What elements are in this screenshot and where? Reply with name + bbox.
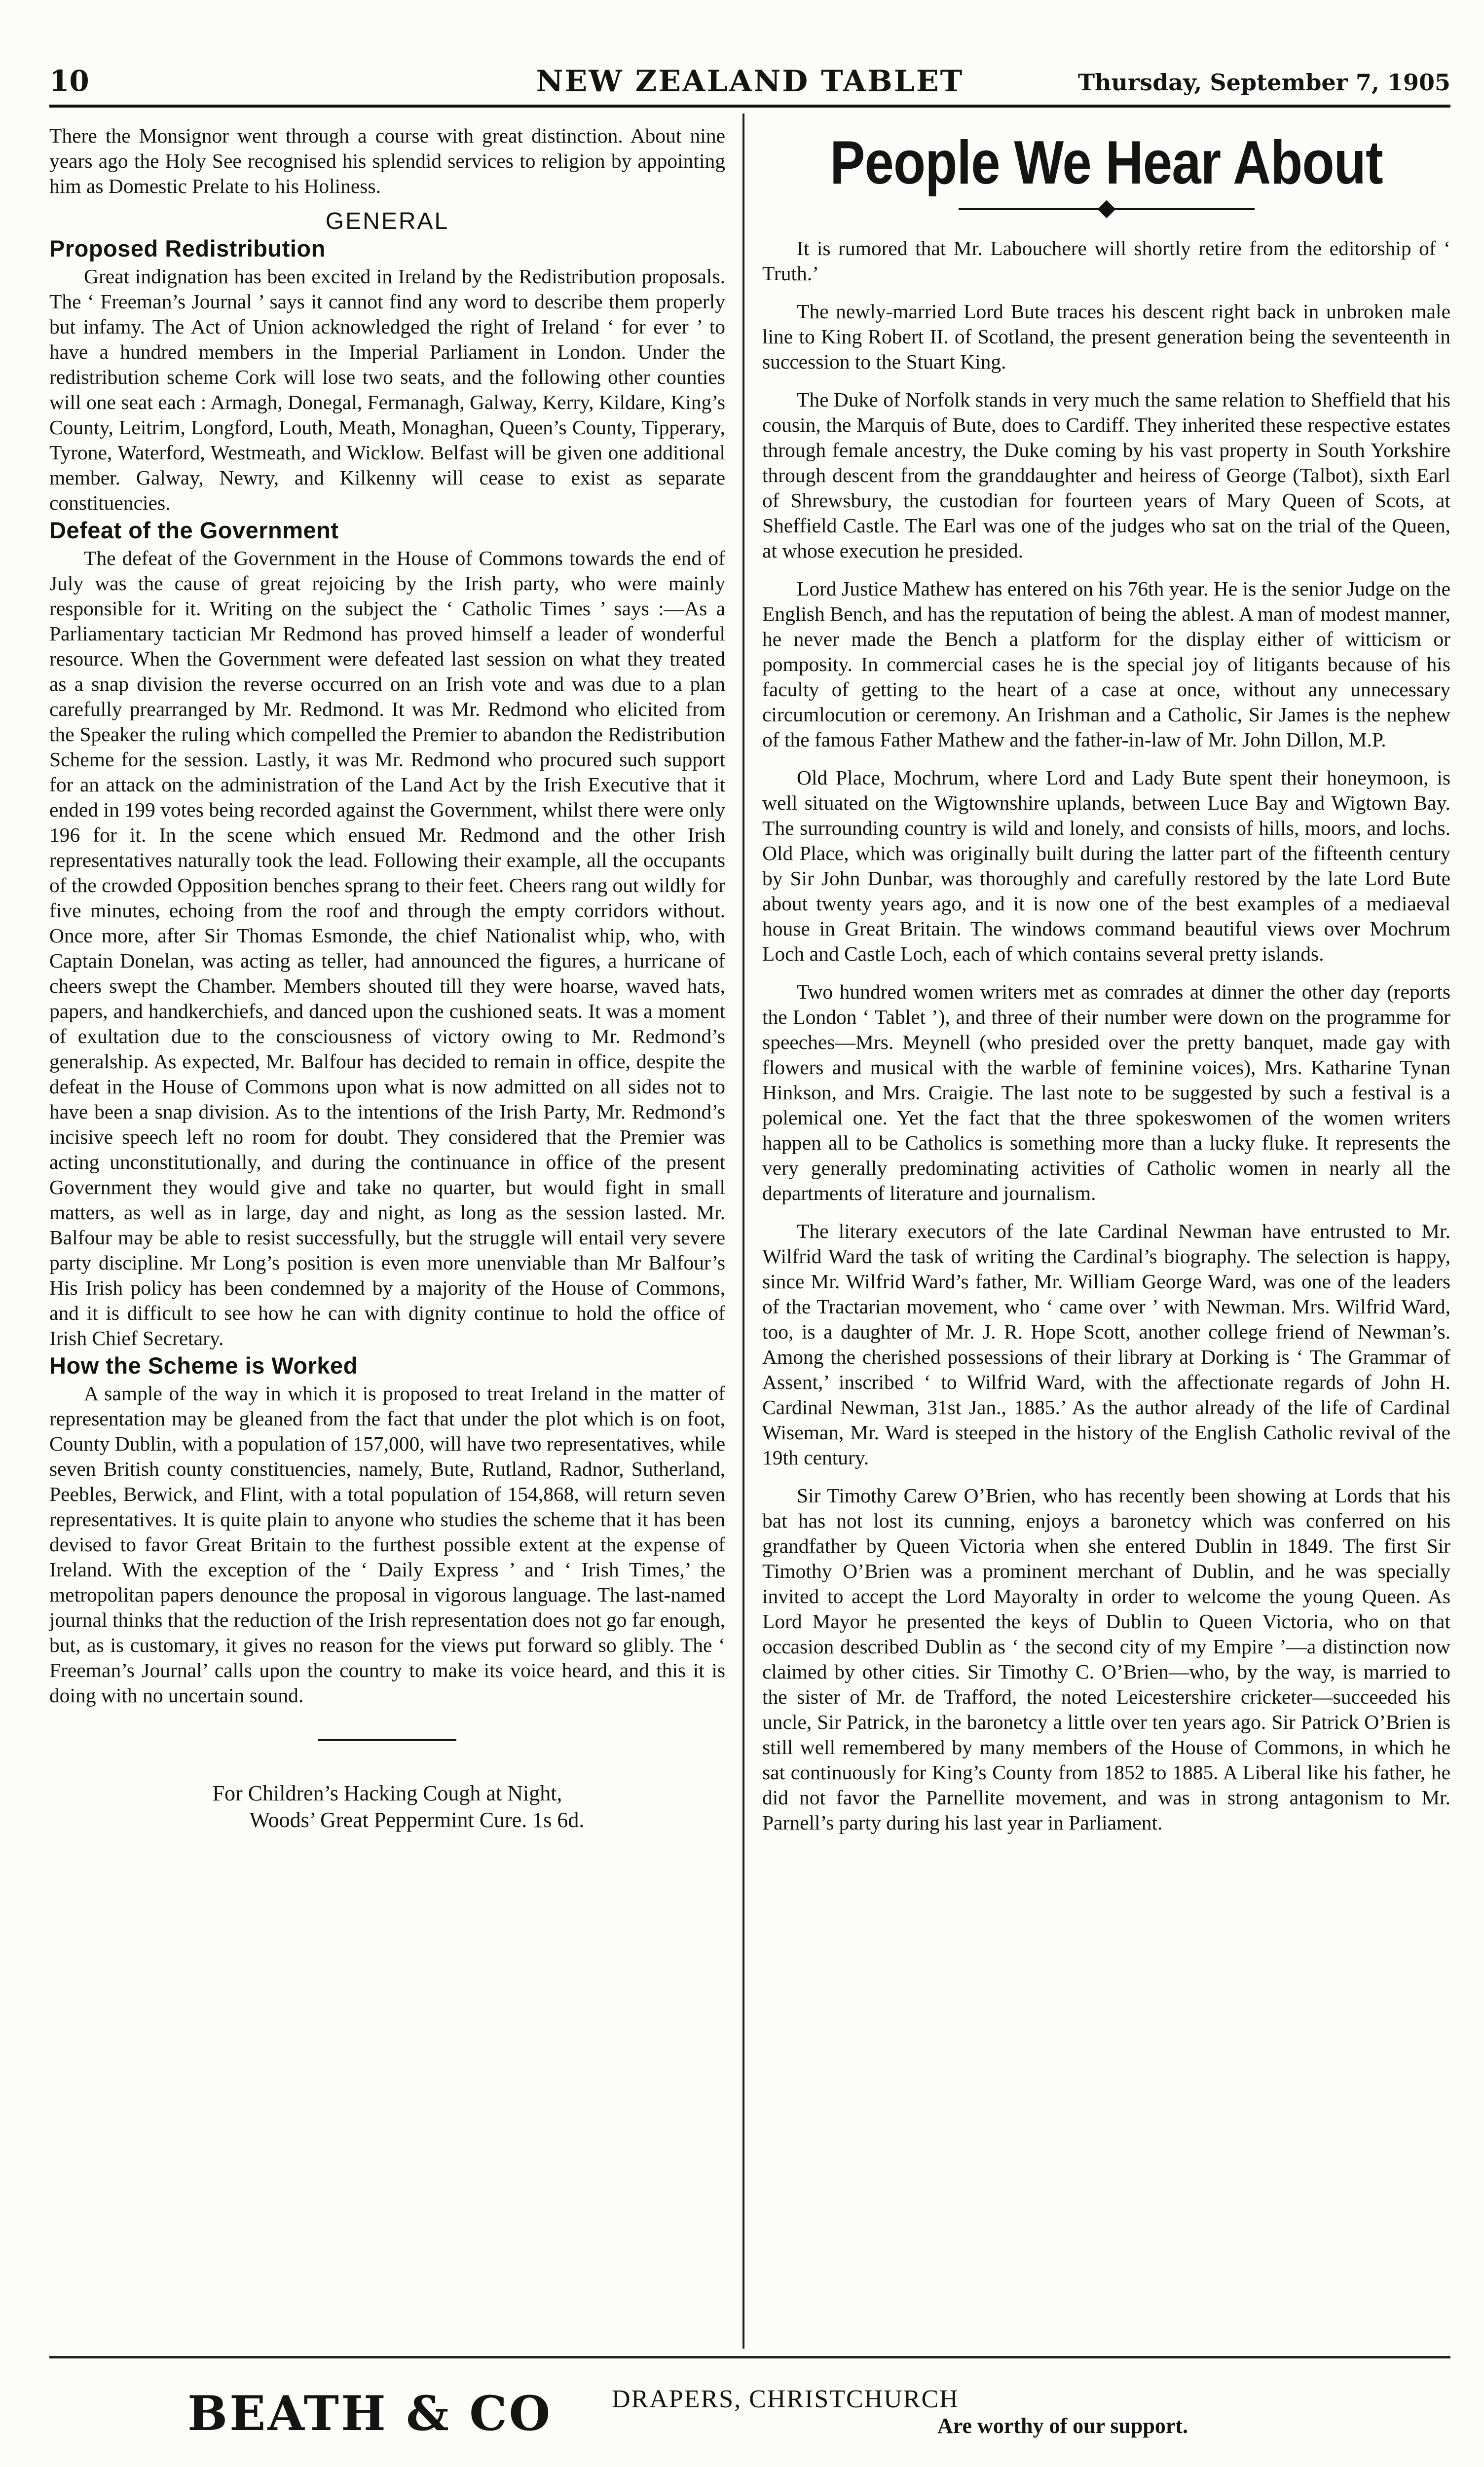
paragraph-redistribution: Great indignation has been excited in Ireland by the Redistribution proposals. The ‘ Freeman’s Journal ’ says it cannot find any word to describe them properly but infamy. The Act of Union acknowledged the right of Ireland ‘ for ever ’ to have a hundred members in the Imperial Parliament in London. Under the redistribution scheme Cork will lose two seats, and the following other counties will one seat each : Armagh, Donegal, Fermanagh, Galway, Kerry, Kildare, King’s County, Leitrim, Longford, Louth, Meath, Monaghan, Queen’s County, Tipperary, Tyrone, Waterford, Westmeath, and Wicklow. Belfast will be given one additional member. Galway, Newry, and Kilkenny will cease to exist as separate constituencies. [49, 265, 725, 514]
item-labouchere: It is rumored that Mr. Labouchere will shortly retire from the editorship of ‘ Truth.’ [762, 237, 1450, 285]
item-lord-bute: The newly-married Lord Bute traces his descent right back in unbroken male line to King Robert II. of Scotland, the present generation being the seventeenth in succession to the Stuart King. [762, 300, 1450, 373]
footer-rule [49, 2356, 1450, 2358]
advertiser-brand: BEATH & CO [187, 2386, 553, 2441]
item-duke-norfolk: The Duke of Norfolk stands in very much the same relation to Sheffield that his cousin, the Marquis of Bute, does to Cardiff. They inherited these respective estates through female ancestry, the Duke coming by his vast property in South Yorkshire through descent from the granddaughter and heiress of George (Talbot), sixth Earl of Shrewsbury, the custodian for fourteen years of Mary Queen of Scots, at Sheffield Castle. The Earl was one of the judges who sat on the trial of the Queen, at whose execution he presided. [762, 388, 1450, 562]
advert-line-1: For Children’s Hacking Cough at Night, [212, 1781, 562, 1805]
subheading-defeat-of-government: Defeat of the Government [49, 517, 339, 543]
diamond-ornament-icon [1097, 200, 1115, 219]
item-lord-justice-mathew: Lord Justice Mathew has entered on his 76th year. He is the senior Judge on the English Bench, and has the reputation of being the ablest. A man of modest manner, he never made the Bench a platform for the display either of witticism or pomposity. In commercial cases he is the special joy of litigants because of his faculty of getting to the heart of a case at once, without any unnecessary circumlocution or ceremony. An Irishman and a Catholic, Sir James is the nephew of the famous Father Mathew and the father-in-law of Mr. John Dillon, M.P. [762, 577, 1450, 751]
subheading-proposed-redistribution: Proposed Redistribution [49, 235, 326, 262]
item-old-place-mochrum: Old Place, Mochrum, where Lord and Lady Bute spent their honeymoon, is well situated on the Wigtownshire uplands, between Luce Bay and Wigtown Bay. The surrounding country is wild and lonely, and consists of hills, moors, and lochs. Old Place, which was originally built during the latter part of the fifteenth century by Sir John Dunbar, was thoroughly and carefully restored by the late Lord Bute about twenty years ago, and it is now one of the best examples of a mediaeval house in Great Britain. The windows command beautiful views over Mochrum Loch and Castle Loch, each of which contains several pretty islands. [762, 766, 1450, 965]
advertiser-tagline: Are worthy of our support. [937, 2414, 1188, 2438]
feature-title: People We Hear About [830, 129, 1383, 197]
paragraph-defeat: The defeat of the Government in the House of Commons towards the end of July was the cause of great rejoicing by the Irish party, who were mainly responsible for it. Writing on the subject the ‘ Catholic Times ’ says :—As a Parliamentary tactician Mr Redmond has proved himself a leader of wonderful resource. When the Government were defeated last session on what they treated as a snap division the reverse occurred on an Irish vote and was due to a plan carefully prearranged by Mr. Redmond. It was Mr. Redmond who elicited from the Speaker the ruling which compelled the Premier to abandon the Redistribution Scheme for the session. Lastly, it was Mr. Redmond who procured such support for an attack on the administration of the Land Act by the Irish Executive that it ended in 199 votes being recorded against the Government, whilst there were only 196 for it. In the scene which ensued Mr. Redmond and the other Irish representatives naturally took the lead. Following their example, all the occupants of the crowded Opposition benches sprang to their feet. Cheers rang out wildly for five minutes, echoing from the roof and through the empty corridors without. Once more, after Sir Thomas Esmonde, the chief Nationalist whip, who, with Captain Donelan, was acting as teller, had announced the figures, a hurricane of cheers swept the Chamber. Members shouted till they were hoarse, waved hats, papers, and handkerchiefs, and danced upon the cushioned seats. It was a moment of exultation due to the consciousness of victory owing to Mr. Redmond’s generalship. As expected, Mr. Balfour has decided to remain in office, despite the defeat in the House of Commons upon what is now admitted on all sides not to have been a snap division. As to the intentions of the Irish Party, Mr. Redmond’s incisive speech left no room for doubt. They considered that the Premier was acting unconstitutionally, and during the continuance in office of the present Government they would give and take no quarter, but would fight in small matters, as well as in large, day and night, as long as the session lasted. Mr. Balfour may be able to resist successfully, but the struggle will entail very severe party discipline. Mr Long’s position is even more unenviable than Mr Balfour’s His Irish policy has been condemned by a majority of the House of Commons, and it is difficult to see how he can with dignity continue to hold the office of Irish Chief Secretary. [49, 547, 725, 1349]
header-rule [49, 105, 1450, 109]
column-end-rule [318, 1739, 456, 1741]
column-divider [742, 113, 744, 2349]
masthead-title: NEW ZEALAND TABLET [536, 64, 964, 99]
advert-line-2: Woods’ Great Peppermint Cure. 1s 6d. [249, 1808, 585, 1832]
item-cardinal-newman: The literary executors of the late Cardinal Newman have entrusted to Mr. Wilfrid Ward the task of writing the Cardinal’s biography. The selection is happy, since Mr. Wilfrid Ward’s father, Mr. William George Ward, was one of the leaders of the Tractarian movement, who ‘ came over ’ with Newman. Mrs. Wilfrid Ward, too, is a daughter of Mr. J. R. Hope Scott, another college friend of Newman’s. Among the cherished possessions of their library at Dorking is ‘ The Grammar of Assent,’ inscribed ‘ to Wilfrid Ward, with the affectionate regards of John H. Cardinal Newman, 31st Jan., 1885.’ As the author already of the life of Cardinal Wiseman, Mr. Ward is steeped in the history of the English Catholic revival of the 19th century. [762, 1220, 1450, 1469]
issue-date: Thursday, September 7, 1905 [1077, 69, 1450, 96]
page-number: 10 [49, 64, 89, 98]
item-women-writers: Two hundred women writers met as comrades at dinner the other day (reports the London ‘ Tablet ’), and three of their number were down on the programme for speeches—Mrs. Meynell (who presided over the pretty banquet, made gay with flowers and musical with the warble of feminine voices), Mrs. Katharine Tynan Hinkson, and Mrs. Craigie. The last note to be suggested by such a festival is a polemical one. Yet the fact that the three spokeswomen of the women writers happen all to be Catholics is something more than a lucky fluke. It represents the very generally predominating activities of Catholic women in nearly all the departments of literature and journalism. [762, 980, 1450, 1204]
subheading-scheme-worked: How the Scheme is Worked [49, 1352, 358, 1379]
item-timothy-obrien: Sir Timothy Carew O’Brien, who has recently been showing at Lords that his bat has not lost its cunning, enjoys a baronetcy which was conferred on his grandfather by Queen Victoria when she entered Dublin in 1849. The first Sir Timothy O’Brien was a prominent merchant of Dublin, and he was specially invited to accept the Lord Mayoralty in order to welcome the young Queen. As Lord Mayor he presented the keys of Dublin to Queen Victoria, who on that occasion described Dublin as ‘ the second city of my Empire ’—a distinction now claimed by other cities. Sir Timothy C. O’Brien—who, by the way, is married to the sister of Mr. de Trafford, the noted Leicestershire cricketer—succeeded his uncle, Sir Patrick, in the baronetcy a little over ten years ago. Sir Patrick O’Brien is still well remembered by many members of the House of Commons, in which he sat continuously for King’s County from 1852 to 1885. A Liberal like his father, he did not favor the Parnellite movement, and was in strong antagonism to Mr. Parnell’s party during his last year in Parliament. [762, 1484, 1450, 1834]
left-column [49, 123, 725, 1833]
intro-paragraph: There the Monsignor went through a course with great distinction. About nine years ago the Holy See recognised his splendid services to religion by appointing him as Domestic Prelate to his Holiness. [49, 124, 725, 197]
section-heading-general: GENERAL [325, 208, 449, 234]
title-ornament [959, 199, 1255, 219]
advertiser-location: DRAPERS, CHRISTCHURCH [612, 2385, 959, 2413]
running-header [49, 64, 1450, 109]
footer-advert [49, 2381, 1450, 2467]
paragraph-scheme: A sample of the way in which it is proposed to treat Ireland in the matter of representation may be gleaned from the fact that under the plot which is on foot, County Dublin, with a population of 157,000, will have two representatives, while seven British county constituencies, namely, Bute, Rutland, Radnor, Sutherland, Peebles, Berwick, and Flint, with a total population of 154,868, will return seven representatives. It is quite plain to anyone who studies the scheme that it has been devised to favor Great Britain to the furthest possible extent at the expense of Ireland. With the exception of the ‘ Daily Express ’ and ‘ Irish Times,’ the metropolitan papers denounce the proposal in vigorous language. The last-named journal thinks that the reduction of the Irish representation does not go far enough, but, as is customary, it gives no reason for the views put forward so glibly. The ‘ Freeman’s Journal’ calls upon the country to make its voice heard, and this it is doing with no uncertain sound. [49, 1382, 725, 1707]
right-column [762, 123, 1450, 1848]
